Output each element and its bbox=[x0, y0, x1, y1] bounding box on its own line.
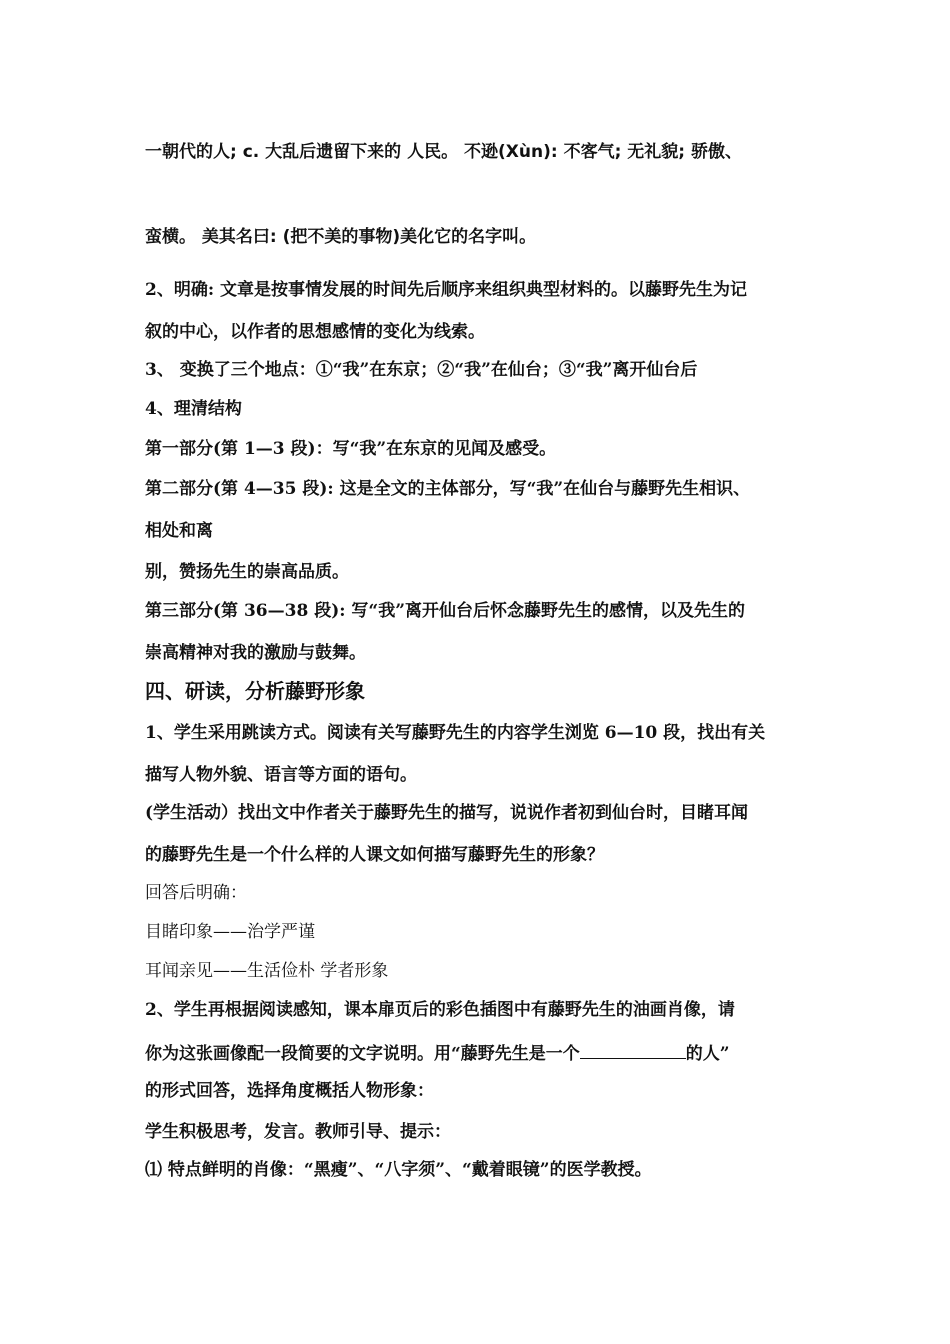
text-line-19: 目睹印象——治学严谨 bbox=[145, 922, 315, 942]
fill-in-blank bbox=[580, 1041, 686, 1059]
text-line-17: 的藤野先生是一个什么样的人课文如何描写藤野先生的形象？ bbox=[145, 845, 604, 865]
text-line-10: 别，赞扬先生的崇高品质。 bbox=[145, 562, 349, 582]
text-line-3: 2、明确: 文章是按事情发展的时间先后顺序来组织典型材料的。以藤野先生为记 bbox=[145, 280, 748, 300]
text-line-6: 4、理清结构 bbox=[145, 399, 242, 419]
text-line-1: 一朝代的人; c. 大乱后遗留下来的 人民。 不逊(Xùn): 不客气; 无礼貌; 骄傲、 bbox=[145, 142, 743, 162]
text-line-4: 叙的中心，以作者的思想感情的变化为线索。 bbox=[145, 322, 485, 342]
text-line-12: 崇高精神对我的激励与鼓舞。 bbox=[145, 643, 366, 663]
text-line-21: 2、学生再根据阅读感知，课本扉页后的彩色插图中有藤野先生的油画肖像，请 bbox=[145, 1000, 735, 1020]
text-line-24: 学生积极思考，发言。教师引导、提示： bbox=[145, 1122, 451, 1142]
text-line-5: 3、 变换了三个地点：①“我”在东京；②“我”在仙台；③“我”离开仙台后 bbox=[145, 360, 698, 380]
text-line-23: 的形式回答，选择角度概括人物形象： bbox=[145, 1081, 434, 1101]
text-line-16: (学生活动）找出文中作者关于藤野先生的描写，说说作者初到仙台时，目睹耳闻 bbox=[145, 803, 749, 823]
text-line-9: 相处和离 bbox=[145, 521, 213, 541]
text-line-7: 第一部分(第 1—3 段)：写“我”在东京的见闻及感受。 bbox=[145, 439, 557, 459]
text-line-20: 耳闻亲见——生活俭朴 学者形象 bbox=[145, 961, 389, 981]
text-line-22-end: 的人” bbox=[685, 1044, 730, 1064]
text-line-2: 蛮横。 美其名曰: (把不美的事物)美化它的名字叫。 bbox=[145, 227, 537, 247]
text-line-14: 1、学生采用跳读方式。阅读有关写藤野先生的内容学生浏览 6—10 段，找出有关 bbox=[145, 723, 766, 743]
text-line-8: 第二部分(第 4—35 段): 这是全文的主体部分，写“我”在仙台与藤野先生相识、 bbox=[145, 479, 751, 499]
text-line-22 bbox=[145, 1041, 730, 1065]
text-line-18: 回答后明确： bbox=[145, 883, 247, 903]
text-line-25: ⑴ 特点鲜明的肖像：“黑瘦”、“八字须”、“戴着眼镜”的医学教授。 bbox=[145, 1160, 652, 1180]
section-heading: 四、研读，分析藤野形象 bbox=[145, 679, 365, 703]
text-line-11: 第三部分(第 36—38 段): 写“我”离开仙台后怀念藤野先生的感情，以及先生的 bbox=[145, 601, 745, 621]
text-line-15: 描写人物外貌、语言等方面的语句。 bbox=[145, 765, 417, 785]
text-line-22-start: 你为这张画像配一段简要的文字说明。用“藤野先生是一个 bbox=[145, 1044, 580, 1064]
